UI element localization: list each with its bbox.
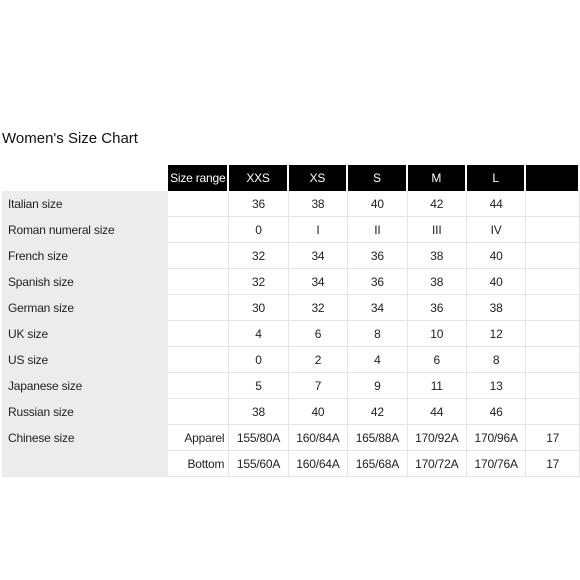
size-cell: 7 (289, 373, 348, 399)
table-row (2, 191, 580, 217)
size-cell: 11 (408, 373, 467, 399)
size-cell: 8 (467, 347, 526, 373)
size-cell (526, 295, 580, 321)
size-cell: 8 (348, 321, 407, 347)
size-cell: 36 (348, 269, 407, 295)
size-cell: 155/60A (229, 451, 288, 477)
row-label: Japanese size (2, 373, 168, 399)
size-cell: 34 (348, 295, 407, 321)
size-cell (526, 373, 580, 399)
size-cell: 32 (229, 269, 288, 295)
row-sub-label (168, 295, 229, 321)
size-cell: 44 (467, 191, 526, 217)
size-cell: 4 (348, 347, 407, 373)
row-label: Roman numeral size (2, 217, 168, 243)
size-cell: 170/96A (467, 425, 526, 451)
size-cell (526, 321, 580, 347)
header-size-range: Size range (168, 165, 229, 191)
table-row (2, 243, 580, 269)
header-row (2, 165, 580, 191)
size-chart-table (2, 165, 580, 477)
table-row (2, 399, 580, 425)
size-cell: 36 (408, 295, 467, 321)
size-cell: 6 (408, 347, 467, 373)
row-sub-label (168, 399, 229, 425)
table-row (2, 295, 580, 321)
header-size-l: L (467, 165, 526, 191)
size-cell: 10 (408, 321, 467, 347)
row-sub-label (168, 373, 229, 399)
size-cell: 170/72A (408, 451, 467, 477)
size-cell: 9 (348, 373, 407, 399)
size-cell: 4 (229, 321, 288, 347)
header-size-next (526, 165, 580, 191)
size-cell: 0 (229, 347, 288, 373)
table-row (2, 269, 580, 295)
size-cell (526, 269, 580, 295)
size-cell: 5 (229, 373, 288, 399)
size-cell: 165/68A (348, 451, 407, 477)
row-sub-label (168, 191, 229, 217)
size-cell: 38 (289, 191, 348, 217)
size-cell: 160/64A (289, 451, 348, 477)
size-cell: 42 (348, 399, 407, 425)
size-cell: 44 (408, 399, 467, 425)
size-cell: 38 (408, 269, 467, 295)
size-cell: 170/76A (467, 451, 526, 477)
header-size-s: S (348, 165, 407, 191)
table-row (2, 217, 580, 243)
header-size-m: M (408, 165, 467, 191)
row-sub-label (168, 269, 229, 295)
row-label (2, 451, 168, 477)
header-size-xs: XS (289, 165, 348, 191)
size-cell: 40 (467, 269, 526, 295)
row-sub-label (168, 347, 229, 373)
header-size-xxs: XXS (229, 165, 288, 191)
size-cell: 32 (289, 295, 348, 321)
size-cell: III (408, 217, 467, 243)
size-cell: IV (467, 217, 526, 243)
row-sub-label (168, 243, 229, 269)
row-label: Chinese size (2, 425, 168, 451)
size-cell (526, 243, 580, 269)
size-cell: 6 (289, 321, 348, 347)
row-sub-label (168, 217, 229, 243)
size-cell: 40 (467, 243, 526, 269)
row-label: Russian size (2, 399, 168, 425)
size-cell: 38 (467, 295, 526, 321)
size-cell: 170/92A (408, 425, 467, 451)
row-label: US size (2, 347, 168, 373)
size-cell: 36 (348, 243, 407, 269)
header-corner (2, 165, 168, 191)
row-sub-label: Bottom (168, 451, 229, 477)
size-chart (2, 165, 580, 477)
size-cell: 36 (229, 191, 288, 217)
size-cell: 17 (526, 425, 580, 451)
table-row (2, 347, 580, 373)
size-cell: 165/88A (348, 425, 407, 451)
size-cell (526, 347, 580, 373)
size-cell: 12 (467, 321, 526, 347)
row-label: UK size (2, 321, 168, 347)
size-cell: 160/84A (289, 425, 348, 451)
row-label: Italian size (2, 191, 168, 217)
table-row (2, 321, 580, 347)
size-cell: 38 (229, 399, 288, 425)
size-cell: 17 (526, 451, 580, 477)
size-cell: 34 (289, 243, 348, 269)
size-cell (526, 191, 580, 217)
row-label: French size (2, 243, 168, 269)
row-label: German size (2, 295, 168, 321)
size-cell: 13 (467, 373, 526, 399)
size-cell: 34 (289, 269, 348, 295)
size-cell: 40 (348, 191, 407, 217)
size-cell: II (348, 217, 407, 243)
table-row (2, 425, 580, 451)
size-cell: 32 (229, 243, 288, 269)
row-sub-label: Apparel (168, 425, 229, 451)
table-row (2, 373, 580, 399)
size-cell: 155/80A (229, 425, 288, 451)
row-label: Spanish size (2, 269, 168, 295)
table-row (2, 451, 580, 477)
size-cell: I (289, 217, 348, 243)
size-cell: 30 (229, 295, 288, 321)
size-cell: 2 (289, 347, 348, 373)
size-cell: 0 (229, 217, 288, 243)
size-cell: 38 (408, 243, 467, 269)
size-cell: 46 (467, 399, 526, 425)
page-title: Women's Size Chart (2, 130, 138, 147)
row-sub-label (168, 321, 229, 347)
size-cell: 40 (289, 399, 348, 425)
size-cell: 42 (408, 191, 467, 217)
size-cell (526, 399, 580, 425)
size-cell (526, 217, 580, 243)
